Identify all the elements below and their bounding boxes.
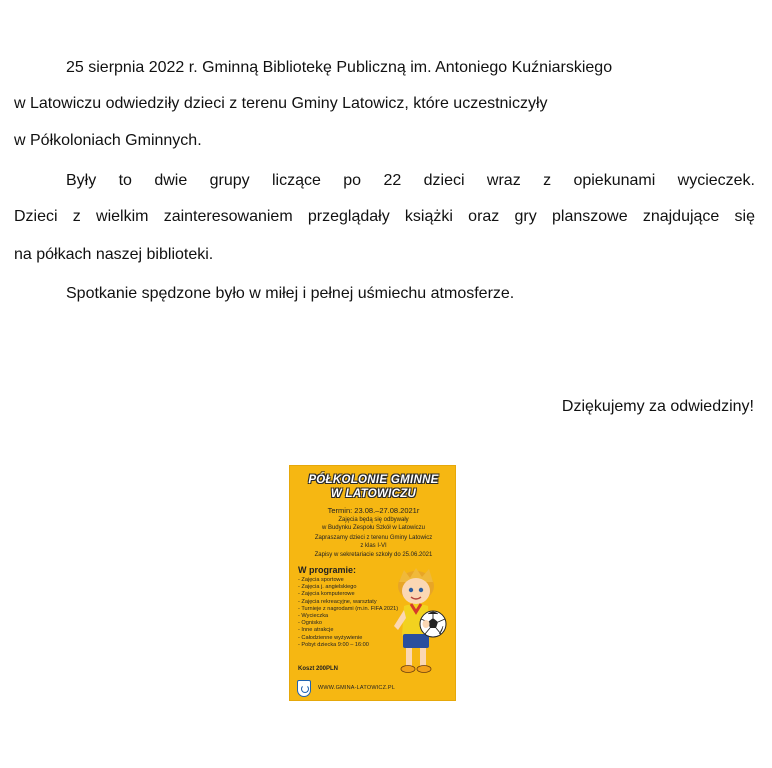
- poster-invite-line-2: z klas I-VI: [360, 543, 387, 549]
- poster-place-line-1: Zajęcia będą się odbywały: [338, 517, 409, 523]
- paragraph-2-line-3: na półkach naszej biblioteki.: [14, 246, 214, 263]
- paragraph-2-line-2: Dzieci z wielkim zainteresowaniem przeglądały książki oraz gry planszowe znajdujące się: [14, 208, 755, 225]
- poster-program-item: - Zajęcia j. angielskiego: [298, 584, 357, 591]
- paragraph-3-line-1: Spotkanie spędzone było w miłej i pełnej uśmiechu atmosferze.: [66, 285, 515, 302]
- poster-cost: Koszt 200PLN: [298, 666, 339, 672]
- poster-program-item: - Inne atrakcje: [298, 627, 334, 634]
- thanks-text: Dziękujemy za odwiedziny!: [561, 398, 754, 415]
- poster-program-item: - Zajęcia sportowe: [298, 577, 344, 583]
- poster-program-item: - Zajęcia rekreacyjne, warsztaty: [298, 598, 377, 605]
- paragraph-1-line-1: 25 sierpnia 2022 r. Gminną Bibliotekę Publiczną im. Antoniego Kuźniarskiego: [66, 59, 613, 76]
- poster-program-item: - Pobyt dziecka 9:00 – 16:00: [298, 641, 369, 648]
- poster-program-item: - Wycieczka: [298, 613, 329, 620]
- poster-program-item: - Całodzienne wyżywienie: [298, 634, 363, 641]
- poster-program-item: - Turnieje z nagrodami (m.in. FIFA 2021): [298, 605, 399, 612]
- poster-program-list: [298, 577, 398, 649]
- poster-termin: Termin: 23.08.–27.08.2021r: [327, 506, 420, 515]
- poster-signup: Zapisy w sekretariacie szkoły do 25.06.2021: [314, 552, 433, 558]
- paragraph-1-line-3: w Półkoloniach Gminnych.: [14, 132, 202, 149]
- poster-program-item: - Zajęcia komputerowe: [298, 591, 355, 598]
- paragraph-2-line-1: Były to dwie grupy liczące po 22 dzieci wraz z opiekunami wycieczek.: [66, 172, 755, 189]
- poster-invite-line-1: Zapraszamy dzieci z terenu Gminy Latowicz: [314, 535, 433, 541]
- poster-program-item: - Ognisko: [298, 620, 322, 627]
- poster-title-line-2: W LATOWICZU: [330, 488, 417, 500]
- poster-footer: [290, 676, 456, 700]
- paragraph-1-line-2: w Latowiczu odwiedziły dzieci z terenu Gminy Latowicz, które uczestniczyły: [14, 95, 548, 112]
- boy-with-ball-illustration: [386, 566, 452, 680]
- gmina-crest-icon: [297, 680, 311, 697]
- poster-title-line-1: PÓŁKOLONIE GMINNE: [308, 474, 439, 486]
- poster-program-heading: W programie:: [298, 565, 357, 575]
- poster-url: WWW.GMINA-LATOWICZ.PL: [318, 685, 396, 691]
- poster-place-line-2: w Budynku Zespołu Szkół w Latowiczu: [321, 525, 426, 531]
- summer-camp-poster: [289, 465, 456, 701]
